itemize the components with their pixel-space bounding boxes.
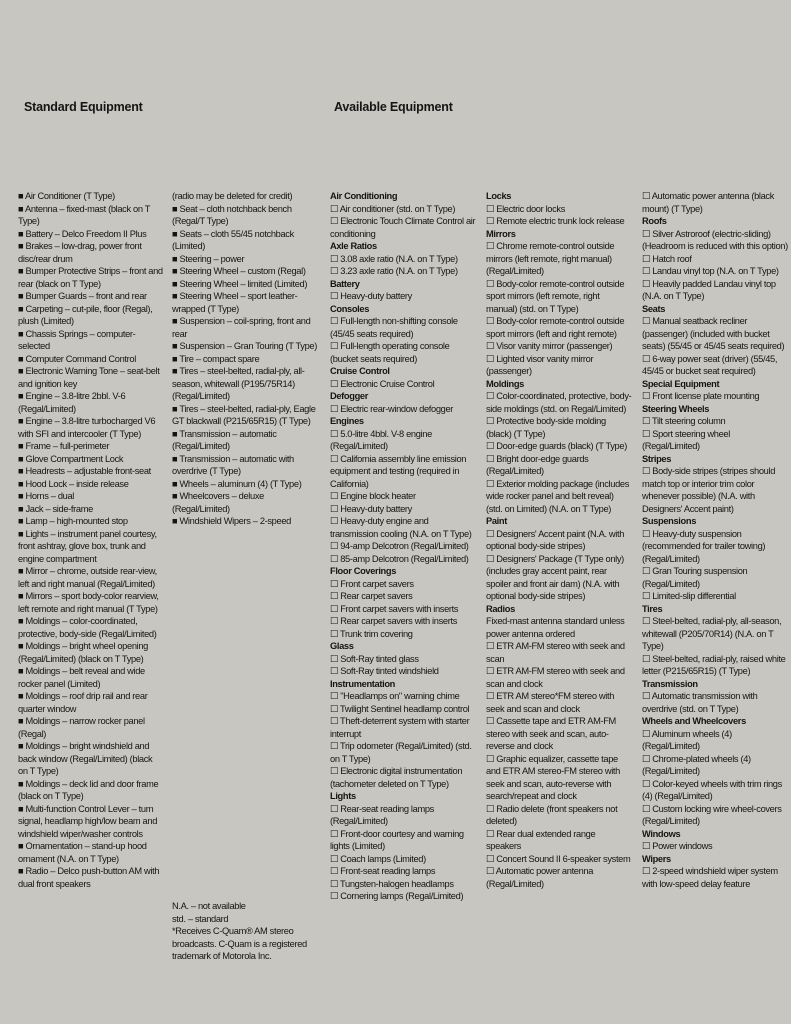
equipment-item: ■ Moldings – color-coordinated, protective, body-side (Regal/Limited): [18, 616, 157, 639]
category-heading: Instrumentation: [330, 678, 395, 689]
equipment-item: ■ Steering – power: [172, 253, 245, 264]
equipment-item: ■ Steering Wheel – limited (Limited): [172, 278, 308, 289]
option-item: Fixed-mast antenna standard unless power antenna ordered: [486, 616, 625, 639]
option-item: ☐ ETR AM-FM stereo with seek and scan and clock: [486, 666, 625, 689]
option-item: ☐ Coach lamps (Limited): [330, 853, 426, 864]
category-heading: Glass: [330, 641, 354, 651]
option-item: ☐ 85-amp Delcotron (Regal/Limited): [330, 553, 469, 564]
equipment-item: ■ Mirrors – sport body-color rearview, left remote and right manual (T Type): [18, 591, 159, 614]
equipment-item: ■ Headrests – adjustable front-seat: [18, 466, 151, 476]
option-item: ☐ Color-coordinated, protective, body-side moldings (std. on Regal/Limited): [486, 391, 632, 414]
option-item: ☐ Radio delete (front speakers not deleted): [486, 803, 618, 826]
equipment-item: ■ Computer Command Control: [18, 353, 136, 364]
option-item: ☐ Door-edge guards (black) (T Type): [486, 441, 627, 451]
category-heading: Seats: [642, 303, 666, 314]
option-item: ☐ Full-length operating console (bucket seats required): [330, 341, 450, 364]
equipment-item: ■ Seat – cloth notchback bench (Regal/T Type): [172, 203, 292, 226]
category-heading: Lights: [330, 791, 356, 801]
option-item: ☐ Graphic equalizer, cassette tape and ETR AM stereo-FM stereo with seek and scan, auto-reverse with search/repeat and clock: [486, 753, 620, 801]
equipment-item: (radio may be deleted for credit): [172, 191, 293, 201]
option-item: ☐ Manual seatback recliner (passenger) (included with bucket seats) (55/45 or 45/45 seats required): [642, 316, 785, 351]
footnotes: [172, 900, 322, 963]
option-item: ☐ Bright door-edge guards (Regal/Limited): [486, 453, 589, 476]
option-item: ☐ 3.08 axle ratio (N.A. on T Type): [330, 253, 458, 264]
equipment-item: ■ Bumper Protective Strips – front and rear (black on T Type): [18, 266, 163, 289]
equipment-item: ■ Suspension – coil-spring, front and rear: [172, 316, 311, 339]
equipment-item: ■ Engine – 3.8-litre turbocharged V6 with SFI and intercooler (T Type): [18, 416, 156, 439]
equipment-item: ■ Brakes – low-drag, power front disc/rear drum: [18, 241, 142, 264]
option-item: ☐ Heavy-duty battery: [330, 291, 412, 301]
option-item: ☐ Rear carpet savers: [330, 591, 413, 601]
option-item: ☐ Concert Sound II 6-speaker system: [486, 853, 631, 864]
option-item: ☐ Rear-seat reading lamps (Regal/Limited): [330, 803, 434, 826]
standard-equipment-heading: Standard Equipment: [24, 100, 143, 114]
standard-column-1: [18, 190, 164, 890]
equipment-item: ■ Multi-function Control Lever – turn signal, headlamp high/low beam and windshield wiper/washer controls: [18, 803, 158, 839]
category-heading: Wheels and Wheelcovers: [642, 716, 746, 726]
equipment-item: ■ Horns – dual: [18, 491, 75, 501]
option-item: ☐ Front-seat reading lamps: [330, 866, 436, 876]
option-item: ☐ Body-color remote-control outside sport mirrors (left remote, right manual) (std. on T Type): [486, 278, 625, 314]
option-item: ☐ 3.23 axle ratio (N.A. on T Type): [330, 266, 458, 276]
equipment-item: ■ Wheelcovers – deluxe (Regal/Limited): [172, 491, 264, 514]
option-item: ☐ California assembly line emission equipment and testing (required in California): [330, 453, 467, 489]
option-item: ☐ Automatic power antenna (Regal/Limited): [486, 866, 594, 889]
option-item: ☐ Cornering lamps (Regal/Limited): [330, 891, 464, 901]
option-item: ☐ Automatic transmission with overdrive (std. on T Type): [642, 691, 758, 714]
option-item: ☐ Heavy-duty battery: [330, 503, 412, 514]
equipment-item: ■ Moldings – belt reveal and wide rocker panel (Limited): [18, 666, 145, 689]
equipment-item: ■ Moldings – roof drip rail and rear quarter window: [18, 691, 148, 714]
option-item: ☐ Soft-Ray tinted glass: [330, 653, 419, 664]
category-heading: Roofs: [642, 216, 667, 226]
option-item: ☐ Rear carpet savers with inserts: [330, 616, 457, 626]
equipment-item: ■ Windshield Wipers – 2-speed: [172, 516, 291, 526]
option-item: ☐ Rear dual extended range speakers: [486, 828, 596, 851]
option-item: ☐ ETR AM stereo*FM stereo with seek and scan and clock: [486, 691, 615, 714]
category-heading: Wipers: [642, 853, 671, 864]
equipment-item: ■ Frame – full-perimeter: [18, 441, 110, 451]
option-item: ☐ Automatic power antenna (black mount) (T Type): [642, 191, 775, 214]
category-heading: Special Equipment: [642, 378, 720, 389]
equipment-item: ■ Seats – cloth 55/45 notchback (Limited): [172, 228, 294, 251]
category-heading: Locks: [486, 191, 512, 201]
option-item: ☐ Color-keyed wheels with trim rings (4) (Regal/Limited): [642, 778, 782, 801]
option-item: ☐ Limited-slip differential: [642, 591, 736, 601]
equipment-item: ■ Steering Wheel – sport leather-wrapped (T Type): [172, 291, 298, 314]
option-item: ☐ Full-length non-shifting console (45/45 seats required): [330, 316, 458, 339]
category-heading: Stripes: [642, 453, 672, 464]
option-item: ☐ ETR AM-FM stereo with seek and scan: [486, 641, 625, 664]
option-item: ☐ Landau vinyl top (N.A. on T Type): [642, 266, 779, 276]
option-item: ☐ Twilight Sentinel headlamp control: [330, 703, 470, 714]
option-item: ☐ Front carpet savers with inserts: [330, 603, 459, 614]
category-heading: Steering Wheels: [642, 403, 710, 414]
option-item: ☐ Designers' Accent paint (N.A. with optional body-side stripes): [486, 528, 625, 551]
equipment-item: ■ Steering Wheel – custom (Regal): [172, 266, 306, 276]
option-item: ☐ Chrome remote-control outside mirrors (left remote, right manual) (Regal/Limited): [486, 241, 615, 276]
option-item: ☐ Electronic Touch Climate Control air conditioning: [330, 216, 476, 239]
equipment-item: ■ Lamp – high-mounted stop: [18, 516, 128, 526]
category-heading: Mirrors: [486, 228, 516, 239]
option-item: ☐ Air conditioner (std. on T Type): [330, 203, 456, 214]
available-equipment-heading: Available Equipment: [334, 100, 453, 114]
option-item: ☐ Engine block heater: [330, 491, 416, 501]
category-heading: Cruise Control: [330, 366, 390, 376]
option-item: ☐ Electric door locks: [486, 203, 566, 214]
option-item: ☐ Sport steering wheel (Regal/Limited): [642, 428, 730, 451]
option-item: ☐ Chrome-plated wheels (4) (Regal/Limited): [642, 753, 751, 776]
equipment-item: ■ Chassis Springs – computer-selected: [18, 328, 136, 351]
available-column-3: [642, 190, 788, 890]
equipment-item: ■ Moldings – narrow rocker panel (Regal): [18, 716, 145, 739]
equipment-item: ■ Bumper Guards – front and rear: [18, 291, 147, 301]
category-heading: Consoles: [330, 303, 370, 314]
option-item: ☐ Front license plate mounting: [642, 391, 760, 401]
equipment-item: ■ Moldings – deck lid and door frame (black on T Type): [18, 778, 159, 801]
option-item: ☐ "Headlamps on" warning chime: [330, 691, 460, 701]
category-heading: Transmission: [642, 678, 698, 689]
equipment-item: ■ Air Conditioner (T Type): [18, 191, 115, 201]
standard-column-2: [172, 190, 322, 528]
option-item: ☐ Power windows: [642, 841, 713, 851]
option-item: ☐ Front-door courtesy and warning lights (Limited): [330, 828, 464, 851]
equipment-item: ■ Transmission – automatic with overdrive (T Type): [172, 453, 294, 476]
equipment-item: ■ Lights – instrument panel courtesy, front ashtray, glove box, trunk and engine compartment: [18, 528, 157, 564]
equipment-item: ■ Glove Compartment Lock: [18, 453, 124, 464]
equipment-item: ■ Wheels – aluminum (4) (T Type): [172, 478, 302, 489]
option-item: ☐ Steel-belted, radial-ply, raised white letter (P215/65R15) (T Type): [642, 653, 786, 676]
equipment-item: ■ Jack – side-frame: [18, 503, 93, 514]
option-item: ☐ 5.0-litre 4bbl. V-8 engine (Regal/Limited): [330, 428, 432, 451]
category-heading: Suspensions: [642, 516, 697, 526]
option-item: ☐ Protective body-side molding (black) (T Type): [486, 416, 606, 439]
option-item: ☐ Designers' Package (T Type only) (includes gray accent paint, rear spoiler and front air dam) (N.A. with optional body-side stripes): [486, 553, 624, 601]
category-heading: Moldings: [486, 378, 524, 389]
option-item: ☐ Electric rear-window defogger: [330, 403, 454, 414]
footnote-na: N.A. – not available: [172, 901, 246, 911]
option-item: ☐ 6-way power seat (driver) (55/45, 45/45 or bucket seat required): [642, 353, 778, 376]
equipment-item: ■ Hood Lock – inside release: [18, 478, 129, 489]
option-item: ☐ Hatch roof: [642, 253, 692, 264]
equipment-item: ■ Tires – steel-belted, radial-ply, all-season, whitewall (P195/75R14) (Regal/Limited): [172, 366, 305, 401]
option-item: ☐ Soft-Ray tinted windshield: [330, 666, 439, 676]
option-item: ☐ Electronic digital instrumentation (tachometer deleted on T Type): [330, 766, 463, 789]
option-item: ☐ Steel-belted, radial-ply, all-season, whitewall (P205/70R14) (N.A. on T Type): [642, 616, 782, 651]
equipment-item: ■ Carpeting – cut-pile, floor (Regal), plush (Limited): [18, 303, 153, 326]
footnote-std: std. – standard: [172, 913, 229, 924]
option-item: ☐ Trip odometer (Regal/Limited) (std. on T Type): [330, 741, 472, 764]
option-item: ☐ Electronic Cruise Control: [330, 378, 435, 389]
category-heading: Defogger: [330, 391, 369, 401]
option-item: ☐ Visor vanity mirror (passenger): [486, 341, 613, 351]
option-item: ☐ Theft-deterrent system with starter interrupt: [330, 716, 470, 739]
option-item: ☐ Remote electric trunk lock release: [486, 216, 625, 226]
option-item: ☐ Heavy-duty suspension (recommended for trailer towing) (Regal/Limited): [642, 528, 766, 564]
equipment-item: ■ Battery – Delco Freedom II Plus: [18, 228, 147, 239]
equipment-item: ■ Tires – steel-belted, radial-ply, Eagle GT blackwall (P215/65R15) (T Type): [172, 403, 316, 426]
option-item: ☐ Heavy-duty engine and transmission cooling (N.A. on T Type): [330, 516, 472, 539]
category-heading: Axle Ratios: [330, 241, 377, 251]
option-item: ☐ Body-color remote-control outside sport mirrors (left and right remote): [486, 316, 625, 339]
category-heading: Floor Coverings: [330, 566, 397, 576]
option-item: ☐ Front carpet savers: [330, 578, 414, 589]
equipment-item: ■ Ornamentation – stand-up hood ornament (N.A. on T Type): [18, 841, 147, 864]
category-heading: Windows: [642, 828, 681, 839]
equipment-item: ■ Mirror – chrome, outside rear-view, left and right manual (Regal/Limited): [18, 566, 157, 589]
equipment-item: ■ Engine – 3.8-litre 2bbl. V-6 (Regal/Limited): [18, 391, 126, 414]
equipment-item: ■ Antenna – fixed-mast (black on T Type): [18, 203, 150, 226]
equipment-item: ■ Transmission – automatic (Regal/Limited): [172, 428, 277, 451]
option-item: ☐ Heavily padded Landau vinyl top (N.A. on T Type): [642, 278, 776, 301]
option-item: ☐ Lighted visor vanity mirror (passenger): [486, 353, 594, 376]
option-item: ☐ Tilt steering column: [642, 416, 726, 426]
equipment-item: ■ Tire – compact spare: [172, 353, 260, 364]
option-item: ☐ 2-speed windshield wiper system with low-speed delay feature: [642, 866, 778, 889]
category-heading: Tires: [642, 603, 663, 614]
option-item: ☐ Cassette tape and ETR AM-FM stereo with seek and scan, auto-reverse and clock: [486, 716, 616, 751]
category-heading: Radios: [486, 603, 515, 614]
category-heading: Battery: [330, 278, 360, 289]
option-item: ☐ Trunk trim covering: [330, 628, 413, 639]
category-heading: Paint: [486, 516, 507, 526]
available-column-2: [486, 190, 632, 890]
available-column-1: [330, 190, 476, 903]
equipment-item: ■ Electronic Warning Tone – seat-belt and ignition key: [18, 366, 160, 389]
footnote-cquam: *Receives C-Quam® AM stereo broadcasts. C-Quam is a registered trademark of Motorola Inc.: [172, 926, 307, 961]
option-item: ☐ Gran Touring suspension (Regal/Limited): [642, 566, 748, 589]
option-item: ☐ Body-side stripes (stripes should match top or interior trim color whenever possible) (N.A. with Designers' Accent paint): [642, 466, 776, 514]
option-item: ☐ 94-amp Delcotron (Regal/Limited): [330, 541, 469, 551]
category-heading: Engines: [330, 416, 364, 426]
option-item: ☐ Tungsten-halogen headlamps: [330, 878, 454, 889]
equipment-item: ■ Moldings – bright wheel opening (Regal/Limited) (black on T Type): [18, 641, 148, 664]
category-heading: Air Conditioning: [330, 191, 398, 201]
option-item: ☐ Silver Astroroof (electric-sliding) (Headroom is reduced with this option): [642, 228, 788, 251]
equipment-item: ■ Moldings – bright windshield and back window (Regal/Limited) (black on T Type): [18, 741, 153, 776]
option-item: ☐ Custom locking wire wheel-covers (Regal/Limited): [642, 803, 782, 826]
equipment-item: ■ Suspension – Gran Touring (T Type): [172, 341, 317, 351]
equipment-item: ■ Radio – Delco push-button AM with dual front speakers: [18, 866, 160, 889]
option-item: ☐ Aluminum wheels (4) (Regal/Limited): [642, 728, 732, 751]
option-item: ☐ Exterior molding package (includes wide rocker panel and belt reveal) (std. on Limited) (N.A. on T Type): [486, 478, 630, 514]
